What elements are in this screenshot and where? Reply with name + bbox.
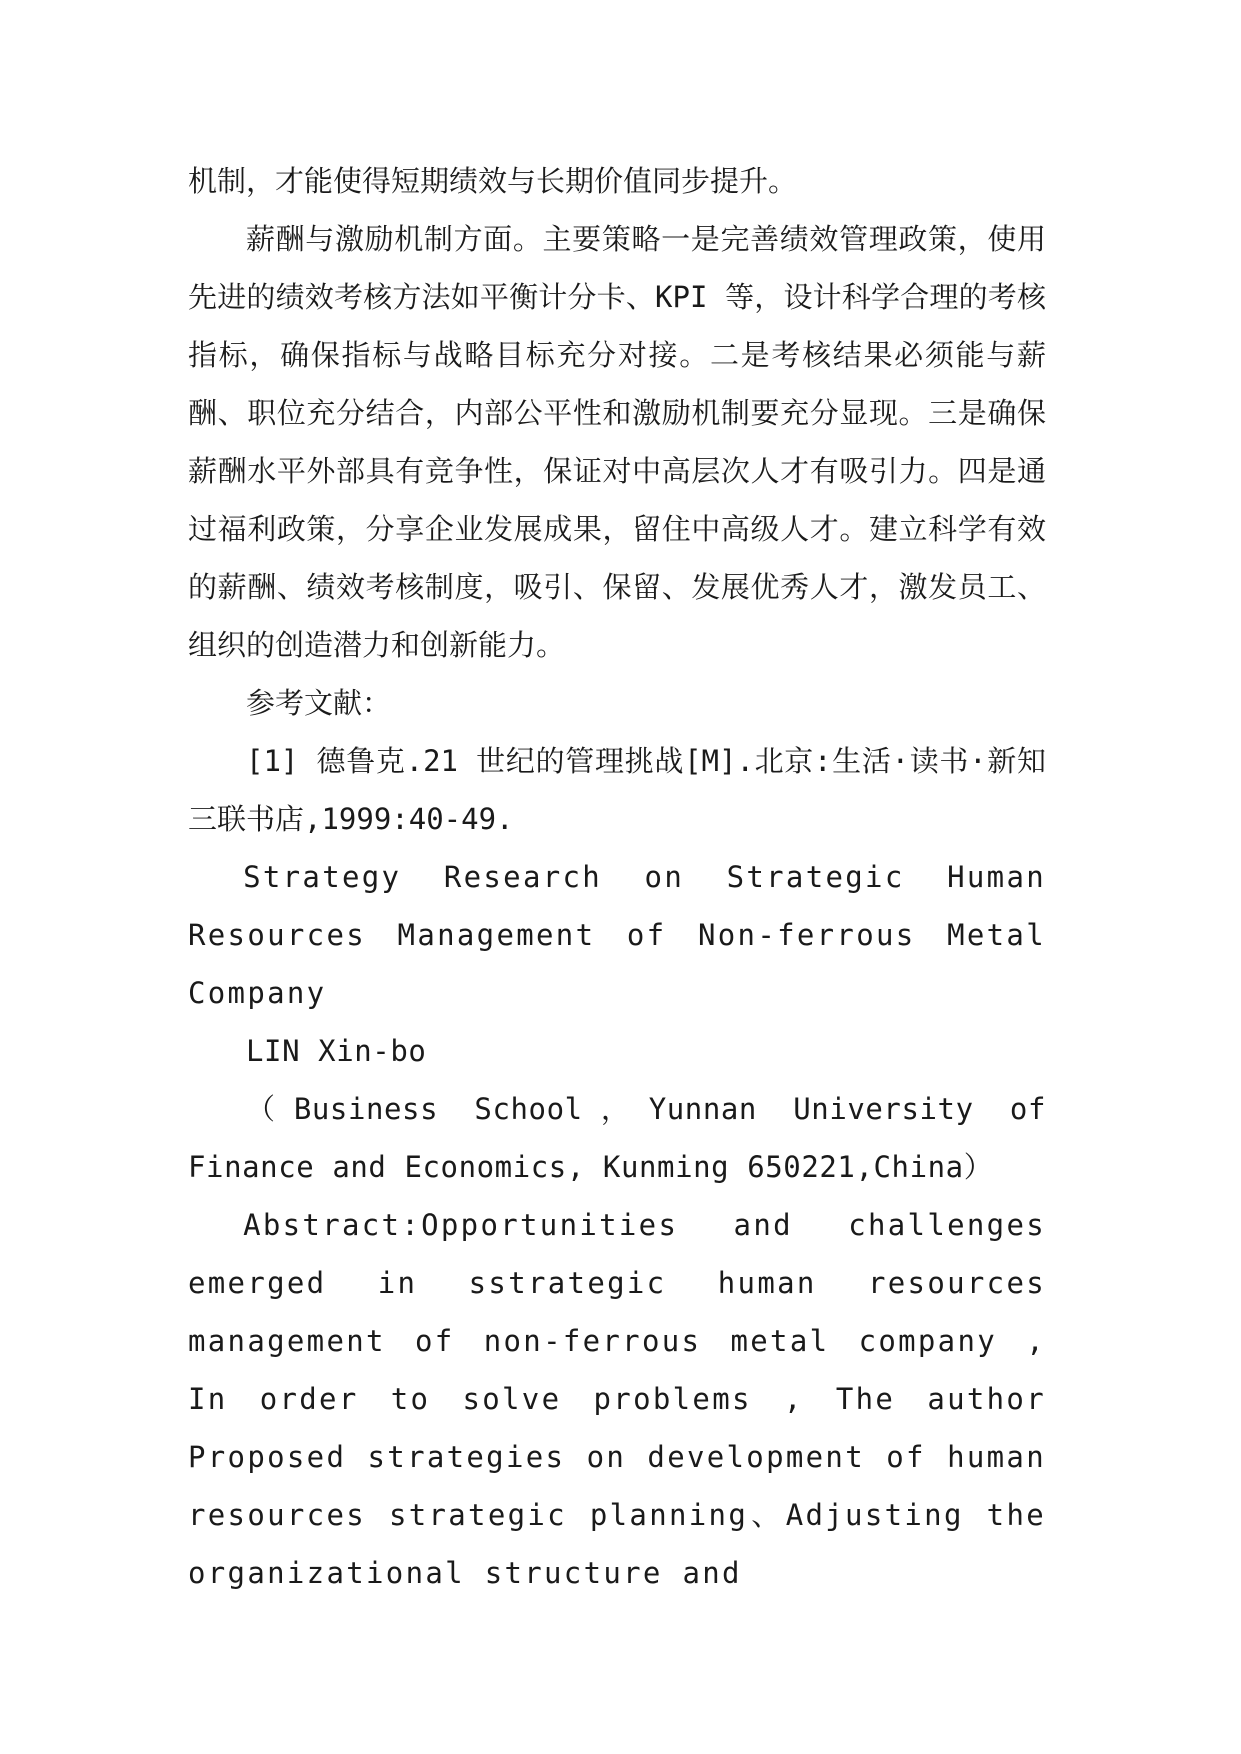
references-heading: 参考文献： [246,686,392,720]
document-body [188,152,1046,1602]
paragraph-compensation-incentives: 薪酬与激励机制方面。主要策略一是完善绩效管理政策，使用先进的绩效考核方法如平衡计分卡、KPI 等，设计科学合理的考核指标，确保指标与战略目标充分对接。二是考核结果必须能与薪酬、职位充分结合，内部公平性和激励机制要充分显现。三是确保薪酬水平外部具有竞争性，保证对中高层次人才有吸引力。四是通过福利政策，分享企业发展成果，留住中高级人才。建立科学有效的薪酬、绩效考核制度，吸引、保留、发展优秀人才，激发员工、组织的创造潜力和创新能力。 [188,222,1046,662]
english-title: Strategy Research on Strategic Human Resources Management of Non-ferrous Metal Company [188,860,1046,1010]
paragraph-continuation: 机制，才能使得短期绩效与长期价值同步提升。 [188,164,798,198]
english-abstract: Abstract:Opportunities and challenges emerged in sstrategic human resources management of non-ferrous metal company , In order to solve problems , The author Proposed strategies on development of human resources strategic planning、Adjusting the organizational structure and [188,1208,1046,1590]
reference-item-1: [1] 德鲁克.21 世纪的管理挑战[M].北京:生活·读书·新知三联书店,1999:40-49. [188,744,1046,836]
author-affiliation: （Business School，Yunnan University of Finance and Economics, Kunming 650221,China） [188,1092,1046,1184]
author-name: LIN Xin-bo [246,1034,427,1068]
